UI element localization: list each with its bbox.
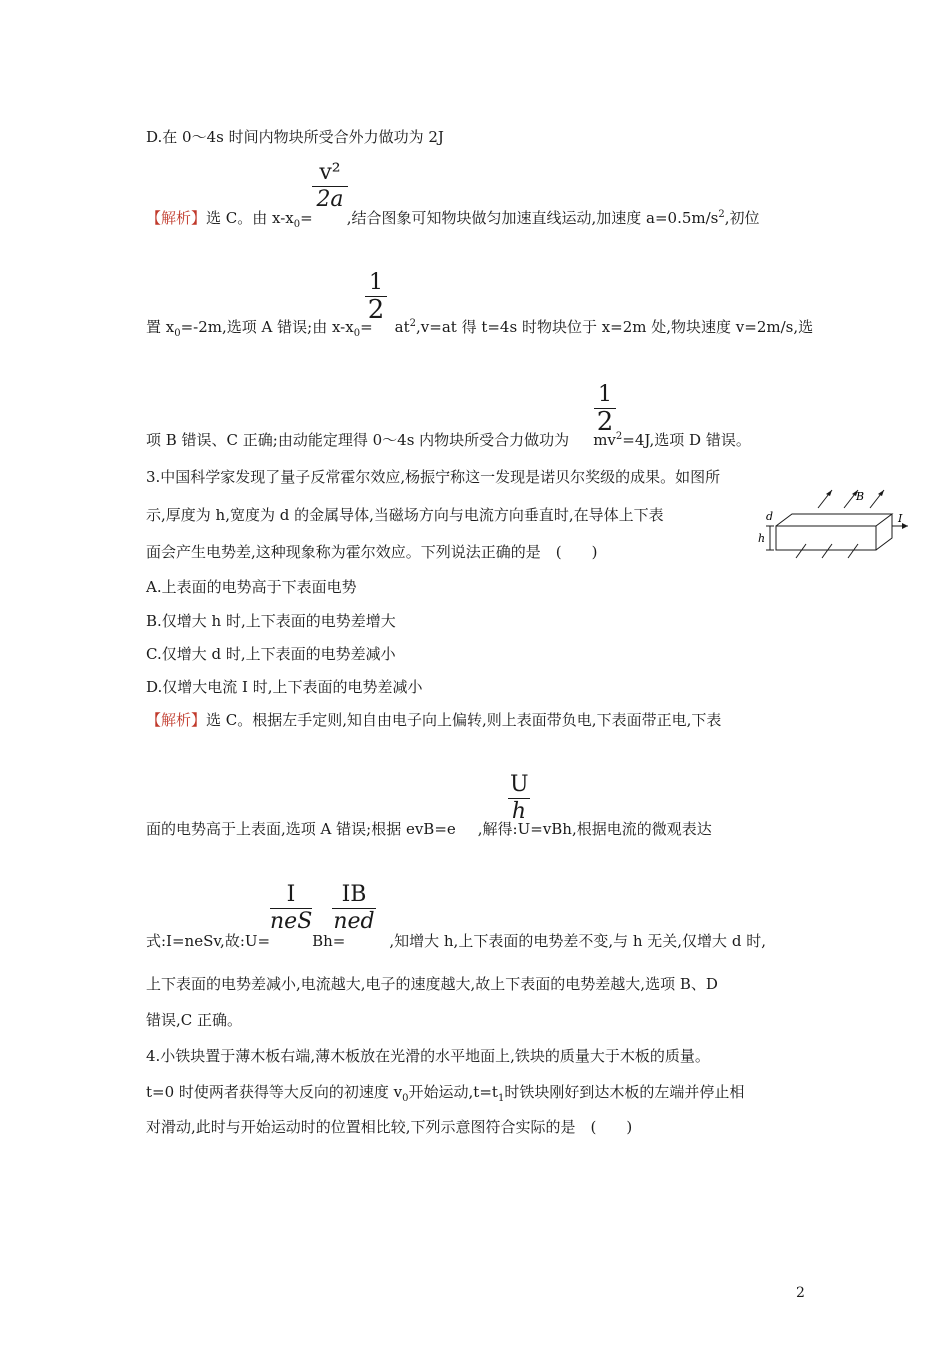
fraction-numerator: 1	[594, 382, 616, 409]
fraction-numerator: v²	[312, 160, 348, 187]
conductor-front-face	[776, 526, 876, 550]
q3-analysis-line-3: 式:I=neSv,故:U= Bh= ,知增大 h,上下表面的电势差不变,与 h 无关,仅增大 d 时,	[146, 932, 766, 950]
fraction-denominator: 2	[596, 407, 614, 437]
q3-stem-line-3: 面会产生电势差,这种现象称为霍尔效应。下列说法正确的是 ( )	[146, 543, 598, 561]
q3-analysis-line-4: 上下表面的电势差减小,电流越大,电子的速度越大,故上下表面的电势差越大,选项 B、D	[146, 975, 718, 993]
b-field-line	[848, 544, 858, 558]
q3-option-d: D.仅增大电流 I 时,上下表面的电势差减小	[146, 678, 423, 696]
fraction-one-half-2	[594, 382, 616, 435]
page-number: 2	[796, 1285, 805, 1301]
b-field-line	[822, 544, 832, 558]
d-label: d	[766, 510, 774, 523]
fraction-ib-over-ned	[332, 882, 376, 935]
fraction-numerator: IB	[332, 882, 376, 909]
hall-effect-diagram	[752, 486, 912, 566]
fraction-numerator: 1	[365, 270, 387, 297]
analysis-tag: 【解析】	[146, 711, 207, 729]
fraction-denominator: ned	[333, 909, 375, 934]
fraction-one-half	[365, 270, 387, 323]
q2-analysis-line-2: 置 $x_0=-2m$,选项 A 错误;由 $x-x_0= at^2,v=at$ 得 t=4s 时物块位于 x=2m 处,物块速度 v=2m/s,选	[146, 318, 814, 339]
fraction-denominator: 2a	[316, 187, 344, 212]
analysis-tag: 【解析】	[146, 209, 207, 227]
q4-stem-line-1: 4.小铁块置于薄木板右端,薄木板放在光滑的水平地面上,铁块的质量大于木板的质量。	[146, 1047, 710, 1065]
q3-analysis-line-2: 面的电势高于上表面,选项 A 错误;根据 evB=e ,解得:U=vBh,根据电流的微观表达	[146, 820, 712, 838]
q2-analysis-line-3: 项 B 错误、C 正确;由动能定理得 0～4s 内物块所受合力做功为 $mv^2=4J$,选项 D 错误。	[146, 431, 751, 449]
fraction-v2-over-2a	[312, 160, 348, 213]
conductor-top-face	[776, 514, 892, 526]
fraction-numerator: U	[510, 772, 529, 797]
q2-option-d: D.在 0～4s 时间内物块所受合外力做功为 2J	[146, 128, 444, 146]
fraction-u-over-h	[508, 772, 530, 825]
b-field-line	[796, 544, 806, 558]
b-label: B	[856, 490, 865, 503]
q4-stem-line-2: t=0 时使两者获得等大反向的初速度 $v_0$开始运动$,t=t_1$时铁块刚好到达木板的左端并停止相	[146, 1083, 745, 1104]
fraction-numerator: I	[270, 882, 312, 909]
q3-stem-line-2: 示,厚度为 h,宽度为 d 的金属导体,当磁场方向与电流方向垂直时,在导体上下表	[146, 506, 664, 524]
q3-stem-line-1: 3.中国科学家发现了量子反常霍尔效应,杨振宁称这一发现是诺贝尔奖级的成果。如图所	[146, 468, 721, 486]
q3-option-b: B.仅增大 h 时,上下表面的电势差增大	[146, 612, 396, 630]
q3-option-a: A.上表面的电势高于下表面电势	[146, 578, 357, 596]
q3-analysis-line-1: 【解析】选 C。根据左手定则,知自由电子向上偏转,则上表面带负电,下表面带正电,下表	[146, 711, 722, 729]
fraction-i-over-nes	[270, 882, 312, 935]
q3-analysis-line-5: 错误,C 正确。	[146, 1011, 243, 1029]
q3-option-c: C.仅增大 d 时,上下表面的电势差减小	[146, 645, 396, 663]
q2-analysis-line-1: 【解析】选 C。由 $x-x_0=$ ,结合图象可知物块做匀加速直线运动,加速度 $a=0.5m/s^2$,初位	[146, 209, 760, 230]
fraction-denominator: 2	[367, 295, 385, 325]
fraction-denominator: neS	[270, 909, 313, 934]
q4-stem-line-3: 对滑动,此时与开始运动时的位置相比较,下列示意图符合实际的是 ( )	[146, 1118, 633, 1136]
i-label: I	[898, 512, 903, 525]
h-label: h	[758, 532, 766, 545]
fraction-denominator: h	[511, 799, 527, 824]
